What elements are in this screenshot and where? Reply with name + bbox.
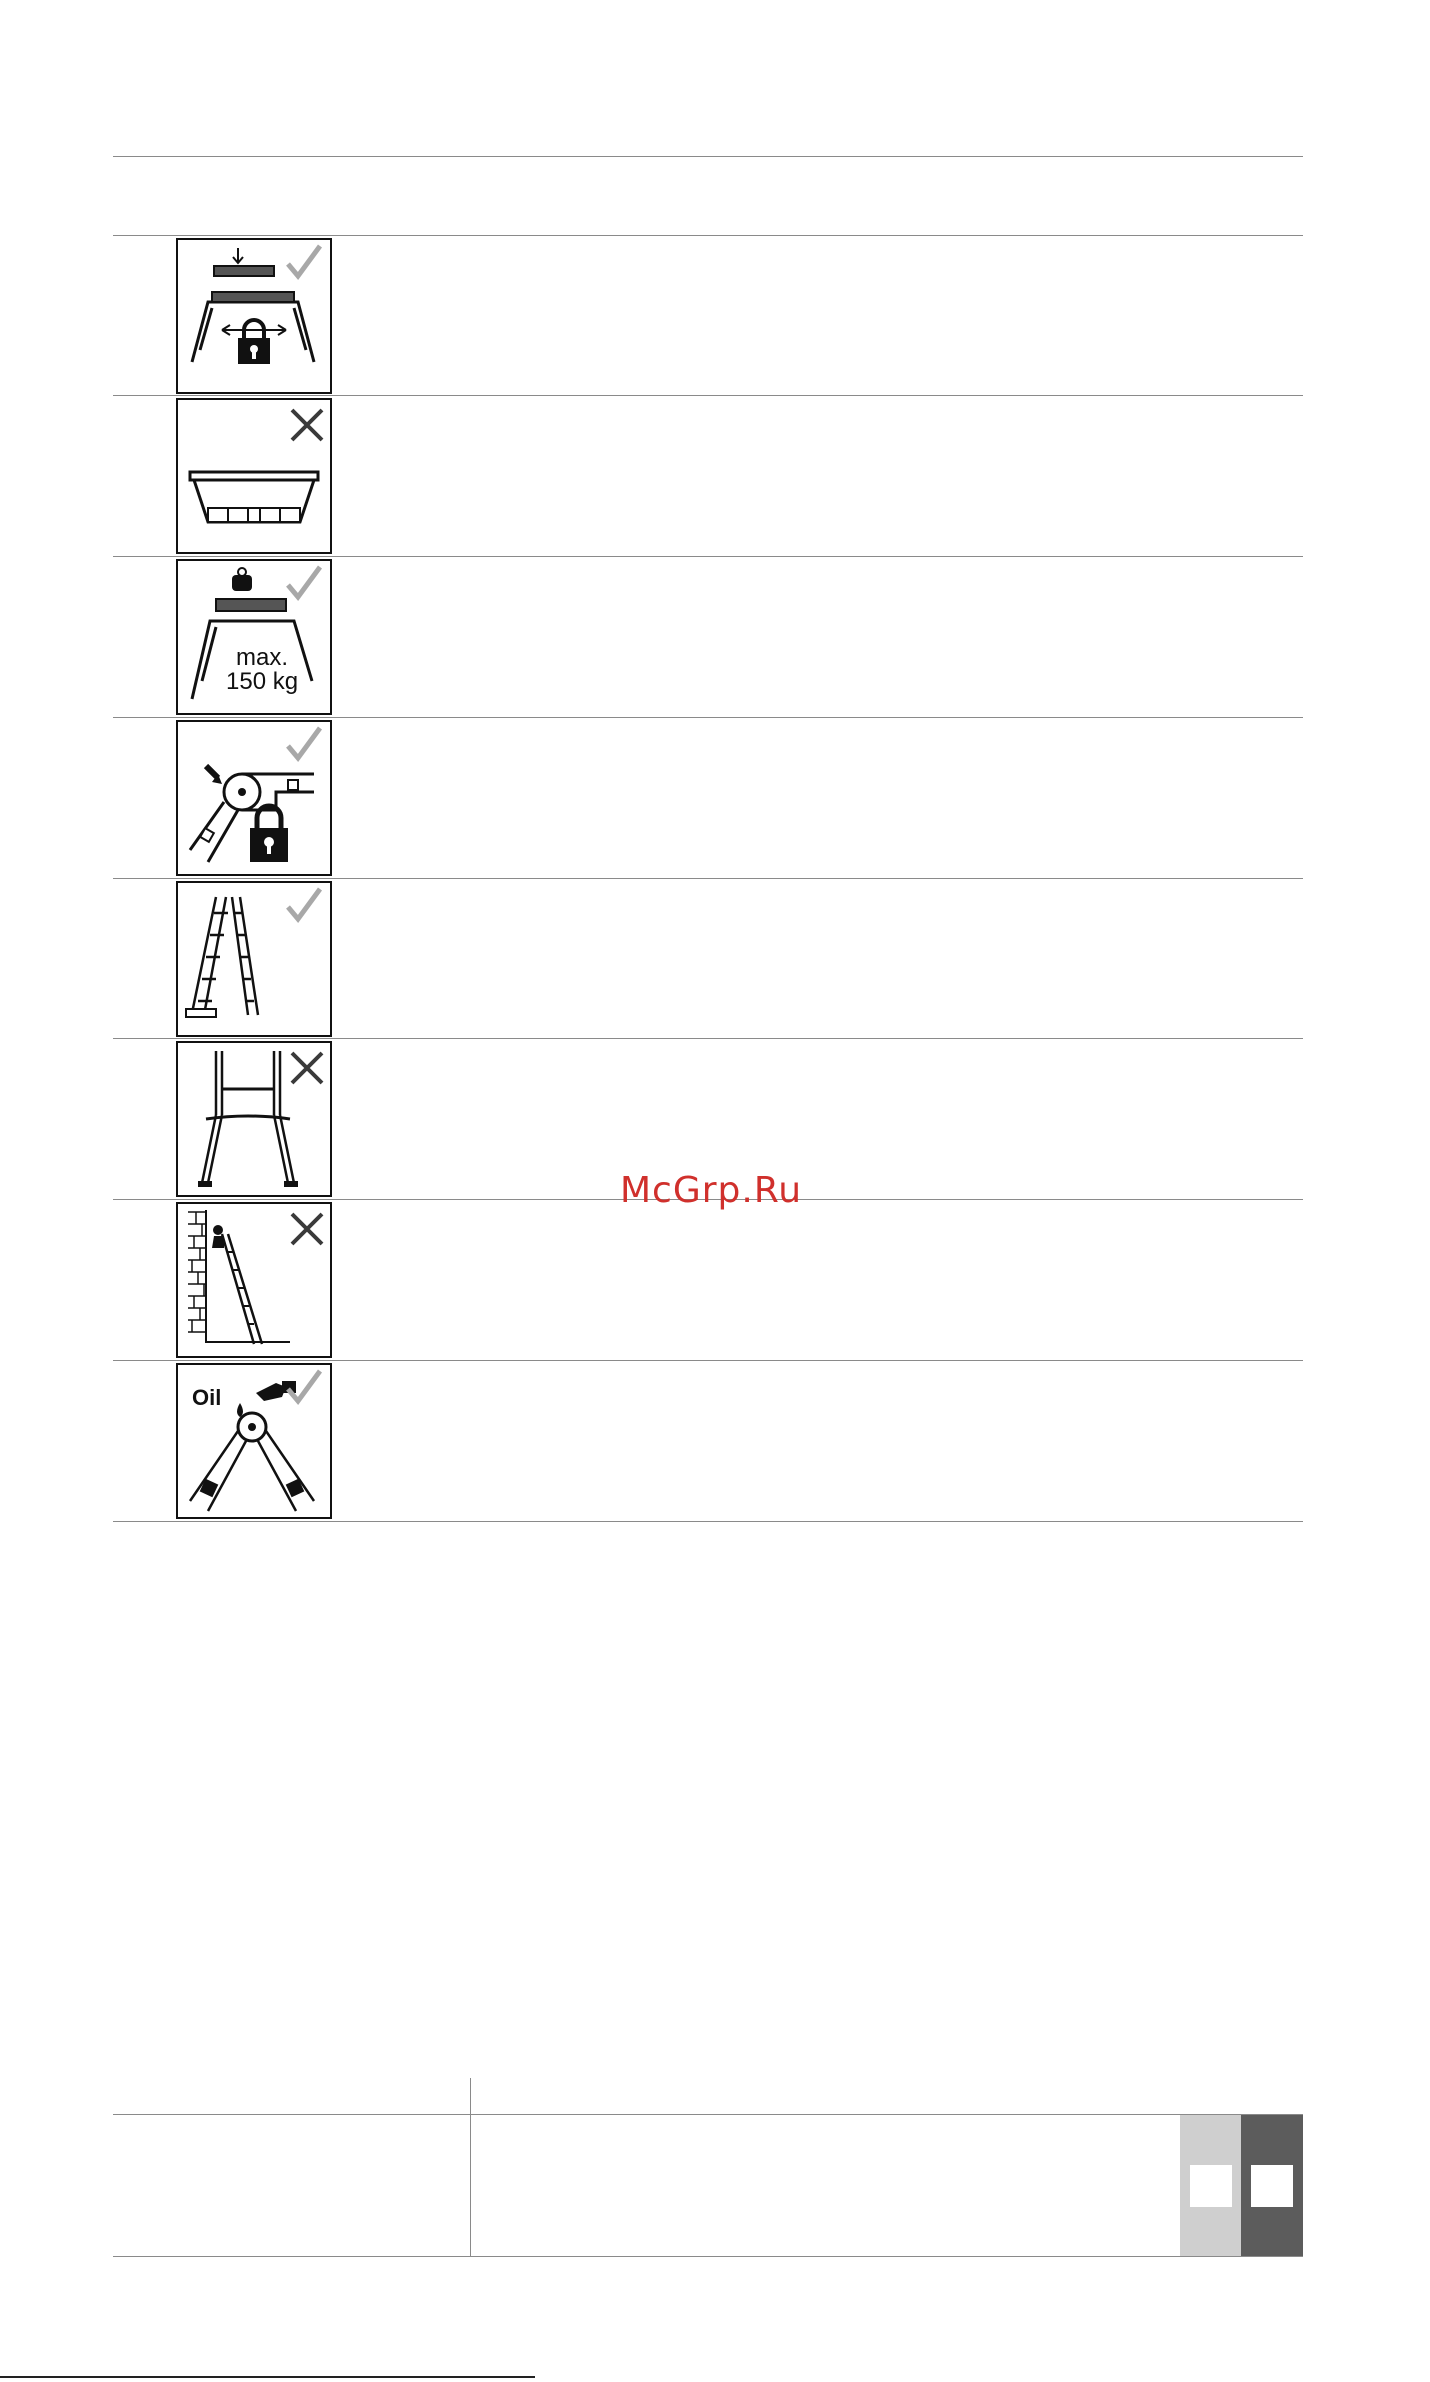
platform-lock-icon xyxy=(176,238,332,394)
wall-leaning-ladder-icon xyxy=(176,1202,332,1358)
oil-label: Oil xyxy=(192,1385,222,1410)
max-load-label-line1: max. xyxy=(236,644,289,671)
pictogram-row xyxy=(113,879,1303,1039)
scan-edge-line xyxy=(0,2376,535,2378)
check-icon xyxy=(288,889,320,919)
cross-icon xyxy=(292,1214,322,1244)
pictogram-row xyxy=(113,396,1303,556)
pictogram-row xyxy=(113,718,1303,878)
a-frame-ladder-icon xyxy=(176,881,332,1037)
oil-hinge-icon xyxy=(176,1363,332,1519)
hinge-lock-icon xyxy=(176,720,332,876)
pictogram-row xyxy=(113,1200,1303,1360)
check-icon xyxy=(288,567,320,597)
max-load-icon xyxy=(176,559,332,715)
header-rule xyxy=(113,156,1303,157)
cross-icon xyxy=(292,410,322,440)
pictogram-row xyxy=(113,557,1303,717)
footer-divider xyxy=(470,2078,471,2256)
pictogram-row xyxy=(113,1361,1303,1521)
footer-tab-dark xyxy=(1241,2115,1303,2256)
footer-tab-marker xyxy=(1190,2165,1232,2207)
footer-bottom-rule xyxy=(113,2256,1303,2257)
cross-icon xyxy=(292,1053,322,1083)
max-load-label-line2: 150 kg xyxy=(226,668,299,695)
splayed-legs-icon xyxy=(176,1041,332,1197)
footer-top-rule xyxy=(113,2114,1303,2115)
platform-side-view-icon xyxy=(176,398,332,554)
footer-tab-light xyxy=(1180,2115,1241,2256)
watermark: McGrp.Ru xyxy=(620,1170,803,1211)
pictogram-row xyxy=(113,236,1303,396)
footer-tab-marker xyxy=(1251,2165,1293,2207)
row-divider xyxy=(113,1521,1303,1522)
check-icon xyxy=(288,728,320,758)
check-icon xyxy=(288,246,320,276)
